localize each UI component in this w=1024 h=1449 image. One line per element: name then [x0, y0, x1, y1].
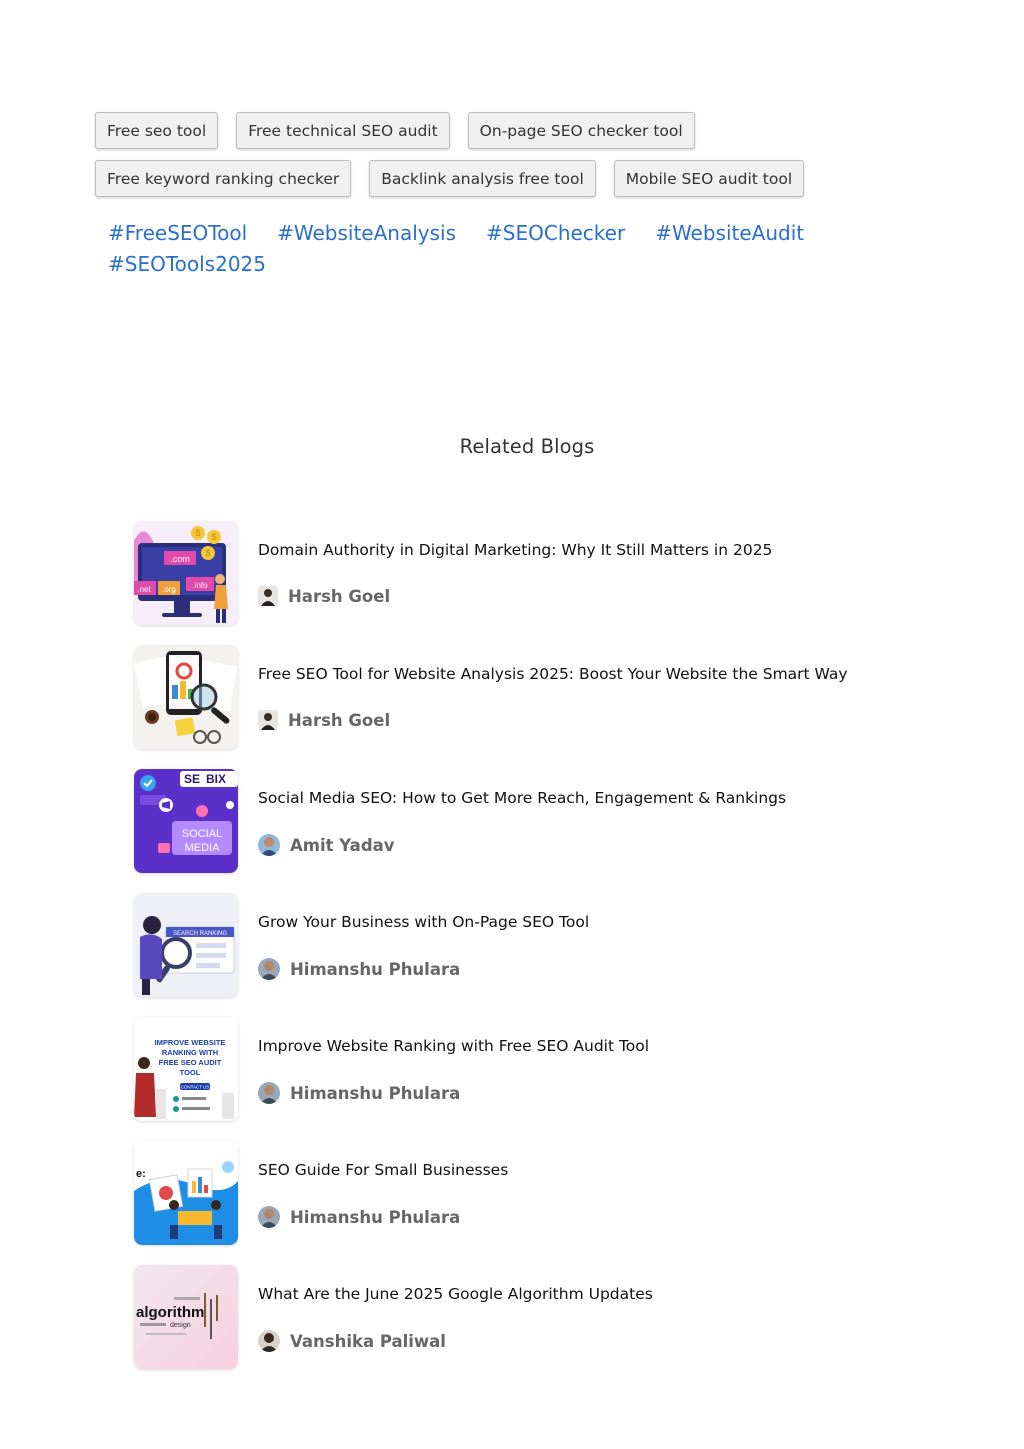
blog-thumbnail[interactable] [134, 1265, 238, 1369]
hashtag-seo-tools-2025[interactable]: #SEOTools2025 [108, 252, 266, 276]
blog-title-link[interactable]: Improve Website Ranking with Free SEO Audit Tool [258, 1037, 650, 1055]
author-name: Himanshu Phulara [290, 959, 461, 979]
author-name: Amit Yadav [290, 835, 395, 855]
tag-free-seo-tool[interactable]: Free seo tool [95, 112, 218, 149]
blog-author [258, 1330, 446, 1352]
tag-mobile-seo-audit[interactable]: Mobile SEO audit tool [614, 160, 804, 197]
blog-thumbnail[interactable] [134, 521, 238, 625]
svg-text:$: $ [211, 532, 217, 542]
author-name: Vanshika Paliwal [290, 1331, 446, 1351]
thumb-text-e: e: [136, 1168, 146, 1180]
blog-item[interactable] [134, 521, 834, 625]
blog-thumbnail[interactable] [134, 645, 238, 749]
thumb-text-line-4: TOOL [179, 1068, 201, 1077]
blog-title-link[interactable]: Domain Authority in Digital Marketing: Why It Still Matters in 2025 [258, 541, 773, 559]
blog-thumbnail[interactable] [134, 1141, 238, 1245]
hashtag-website-analysis[interactable]: #WebsiteAnalysis [277, 221, 457, 245]
blog-item[interactable] [134, 645, 848, 749]
hashtag-list [108, 220, 808, 278]
thumb-text-seo: SE [184, 772, 201, 786]
author-avatar [258, 586, 278, 606]
blog-item[interactable] [134, 893, 834, 997]
blog-title-link[interactable]: What Are the June 2025 Google Algorithm Updates [258, 1285, 653, 1303]
blog-thumbnail[interactable] [134, 893, 238, 997]
tag-backlink-analysis[interactable]: Backlink analysis free tool [369, 160, 596, 197]
thumb-text-line-2: RANKING WITH [161, 1048, 219, 1057]
thumb-text-contact: CONTACT US [180, 1084, 210, 1090]
author-avatar [258, 958, 280, 980]
author-avatar [258, 1206, 280, 1228]
author-avatar [258, 710, 278, 730]
svg-text:$: $ [195, 528, 201, 538]
author-name: Himanshu Phulara [290, 1083, 461, 1103]
thumb-text-media: MEDIA [184, 842, 220, 854]
blog-title-link[interactable]: Grow Your Business with On-Page SEO Tool [258, 913, 590, 931]
author-avatar [258, 1330, 280, 1352]
thumb-text-bix: BIX [206, 772, 227, 786]
author-name: Himanshu Phulara [290, 1207, 461, 1227]
blog-title-link[interactable]: Social Media SEO: How to Get More Reach, Engagement & Rankings [258, 789, 787, 807]
tag-free-keyword-ranking-checker[interactable]: Free keyword ranking checker [95, 160, 351, 197]
author-name: Harsh Goel [288, 710, 391, 730]
hashtag-free-seo-tool[interactable]: #FreeSEOTool [108, 221, 248, 245]
blog-item[interactable] [134, 1265, 834, 1369]
thumb-text-line-3: FREE SEO AUDIT [158, 1058, 222, 1067]
blog-item[interactable] [134, 1017, 834, 1121]
blog-thumbnail[interactable] [134, 769, 238, 873]
author-avatar [258, 834, 280, 856]
hashtag-seo-checker[interactable]: #SEOChecker [486, 221, 626, 245]
thumb-text-algorithm: algorithm [136, 1304, 205, 1321]
hashtag-website-audit[interactable]: #WebsiteAudit [655, 221, 805, 245]
blog-author [258, 710, 390, 730]
thumb-text-line-1: IMPROVE WEBSITE [154, 1038, 226, 1047]
svg-text:$: $ [205, 548, 211, 558]
blog-title-link[interactable]: Free SEO Tool for Website Analysis 2025: Boost Your Website the Smart Way [258, 665, 848, 683]
thumb-text-org: .org [162, 585, 176, 594]
author-name: Harsh Goel [288, 586, 391, 606]
blog-thumbnail[interactable] [134, 1017, 238, 1121]
blog-author [258, 958, 460, 980]
related-blogs-heading: Related Blogs [459, 435, 595, 458]
blog-author [258, 1082, 460, 1104]
tag-free-technical-seo-audit[interactable]: Free technical SEO audit [236, 112, 449, 149]
thumb-text-info: .info [192, 581, 208, 590]
author-avatar [258, 1082, 280, 1104]
thumb-text-design: design [170, 1322, 191, 1329]
blog-author [258, 834, 395, 856]
tag-on-page-seo-checker[interactable]: On-page SEO checker tool [468, 112, 695, 149]
thumb-text-social: SOCIAL [181, 828, 223, 840]
blog-author [258, 1206, 460, 1228]
tag-list [95, 112, 815, 197]
thumb-text-net: .net [137, 585, 151, 594]
blog-item[interactable] [134, 1141, 834, 1245]
thumb-text-search-ranking: SEARCH RANKING [172, 931, 228, 937]
blog-author [258, 586, 390, 606]
thumb-text-com: .com [170, 554, 190, 564]
blog-item[interactable] [134, 769, 834, 873]
blog-title-link[interactable]: SEO Guide For Small Businesses [258, 1161, 509, 1179]
